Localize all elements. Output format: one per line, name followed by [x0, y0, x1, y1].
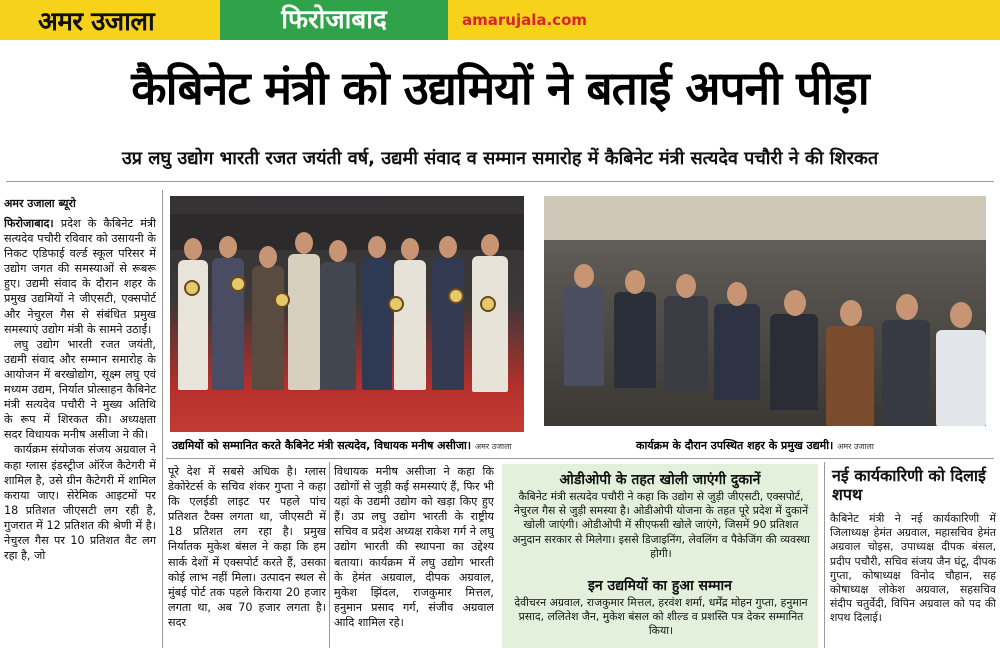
divider [6, 181, 994, 182]
article-paragraph: लघु उद्योग भारती रजत जयंती, उद्यमी संवाद और सम्मान समारोह के आयोजन में बरखोद्योग, सूक्ष्म लघु एवं मध्यम उद्यम, निर्यात प्रोत्साहन कैबिनेट मंत्री सत्यदेव पचौरी ने मुख्य अतिथि के रूप में शिरकत की। अध्यक्षता सदर विधायक मनीष असीजा ने की। [4, 337, 156, 442]
info-box-text-odop: कैबिनेट मंत्री सत्यदेव पचौरी ने कहा कि उद्योग से जुड़ी जीएसटी, एक्सपोर्ट, नेचुरल गैस से जुड़ी समस्या है। ओडीओपी योजना के तहत पूरे प्रदेश में दुकानें खोली जाएंगी। ओडीओपी में सीएफसी खोले जाएंगे, जिसमें 90 प्रतिशत अनुदान सरकार से मिलेगा। इससे डिजाइनिंग, लेवलिंग व पैकेजिंग की व्यवस्था होगी। [512, 490, 810, 560]
city-edition-label: फिरोजाबाद [220, 0, 448, 40]
award-plaque [274, 292, 290, 308]
column-divider [329, 462, 330, 648]
dateline: फिरोजाबाद। [4, 217, 54, 230]
brand-logo: अमर उजाला [38, 7, 155, 37]
caption-text: कार्यक्रम के दौरान उपस्थित शहर के प्रमुख उद्यमी। [636, 439, 834, 452]
photo-credit: अमर उजाला [475, 442, 512, 451]
headline: कैबिनेट मंत्री को उद्यमियों ने बताई अपनी पीड़ा [131, 61, 869, 115]
masthead [0, 0, 1000, 40]
article-column-3: विधायक मनीष असीजा ने कहा कि उद्योगों से जुड़ी कई समस्याएं हैं, फिर भी यहां के उद्यमी उद्योग को खड़ा किए हुए हैं। उप्र लघु उद्योग भारती के राष्ट्रीय सचिव व प्रदेश अध्यक्ष राकेश गर्ग ने लघु उद्योग भारती की स्थापना का उद्देश्य बताया। कार्यक्रम में लघु उद्योग भारती के हेमंत अग्रवाल, दीपक अग्रवाल, मुकेश झिंदल, राजकुमार मित्तल, हनुमान प्रसाद गर्ग, संजीव अग्रवाल आदि शामिल रहे। [334, 465, 494, 629]
caption-text: उद्यमियों को सम्मानित करते कैबिनेट मंत्री सत्यदेव, विधायक मनीष असीजा। [172, 439, 472, 452]
article-column-2: पूरे देश में सबसे अधिक है। ग्लास डेकोरेटर्स के सचिव शंकर गुप्ता ने कहा कि एलईडी लाइट पर पहले पांच प्रतिशत टैक्स लगता था, जीएसटी में 18 प्रतिशत लग रहा है। प्रमुख निर्यातक मुकेश बंसल ने कहा कि हम सार्क देशों में एक्सपोर्ट करते हैं, उसका कोई लाभ नहीं मिला। उत्पादन स्थल से मुंबई पोर्ट तक पहले किराया 20 हजार लगता था, अब 70 हजार लगता है। सदर [168, 465, 326, 629]
info-box-text-honour: देवीचरन अग्रवाल, राजकुमार मित्तल, हरवंश शर्मा, धर्मेंद्र मोहन गुप्ता, हनुमान प्रसाद, ललितेश जैन, मुकेश बंसल को शील्ड व प्रशस्ति पत्र देकर सम्मानित किया। [514, 596, 808, 638]
info-box-title-honour: इन उद्यमियों का हुआ सम्मान [588, 578, 732, 594]
photo-award-ceremony [170, 196, 524, 432]
photo-caption [172, 438, 512, 453]
award-plaque [230, 276, 246, 292]
article-text: प्रदेश के कैबिनेट मंत्री सत्यदेव पचौरी रविवार को उसायनी के निकट एडिफाई वर्ल्ड स्कूल परिसर में उद्योग जगत की समस्याओं से रूबरू हुए। उद्यमी संवाद के दौरान शहर के प्रमुख उद्यमियों ने जीएसटी, एक्सपोर्ट और नेचुरल गैस से संबंधित प्रमुख समस्याएं उद्योग मंत्री के सामने उठाईं। [4, 217, 156, 336]
byline: अमर उजाला ब्यूरो [4, 197, 76, 210]
article-column-1 [4, 216, 156, 646]
column-divider [162, 190, 163, 648]
divider [166, 458, 994, 459]
info-box [502, 464, 818, 648]
article-paragraph [4, 216, 156, 337]
site-url: amarujala.com [462, 11, 588, 29]
article-paragraph: कार्यक्रम संयोजक संजय अग्रवाल ने कहा ग्लास इंडस्ट्रीज ऑरेंज कैटेगरी में शामिल है, उसे ग्रीन कैटेगरी में शामिल कराया जाए। सेरेमिक आइटमों पर 18 प्रतिशत जीएसटी लग रही है, गुजरात में 12 प्रतिशत की श्रेणी में है। नेचुरल गैस पर 10 प्रतिशत वैट लग रहा है, जो [4, 443, 156, 563]
sidebar-story-title: नई कार्यकारिणी को दिलाई शपथ [832, 466, 986, 504]
photo-caption [636, 438, 874, 453]
subheadline: उप्र लघु उद्योग भारती रजत जयंती वर्ष, उद्यमी संवाद व सम्मान समारोह में कैबिनेट मंत्री सत्यदेव पचौरी ने की शिरकत [121, 148, 879, 169]
photo-credit: अमर उजाला [837, 442, 874, 451]
info-box-title-odop: ओडीओपी के तहत खोली जाएंगी दुकानें [559, 472, 761, 488]
award-plaque [184, 280, 200, 296]
award-plaque [388, 296, 404, 312]
photo-audience [544, 196, 986, 426]
award-plaque [480, 296, 496, 312]
sidebar-story-text: कैबिनेट मंत्री ने नई कार्यकारिणी में जिलाध्यक्ष हेमंत अग्रवाल, महासचिव हेमंत अग्रवाल चोइस, उपाध्यक्ष दीपक बंसल, प्रदीप पचौरी, सचिव संजय जैन घंटू, दीपक गुप्ता, कोषाध्यक्ष विनोद चौहान, सह कोषाध्यक्ष लोकेश अग्रवाल, सहसचिव संदीप चतुर्वेदी, विपिन अग्रवाल को पद की शपथ दिलाई। [830, 512, 996, 625]
column-divider [824, 462, 825, 648]
award-plaque [448, 288, 464, 304]
